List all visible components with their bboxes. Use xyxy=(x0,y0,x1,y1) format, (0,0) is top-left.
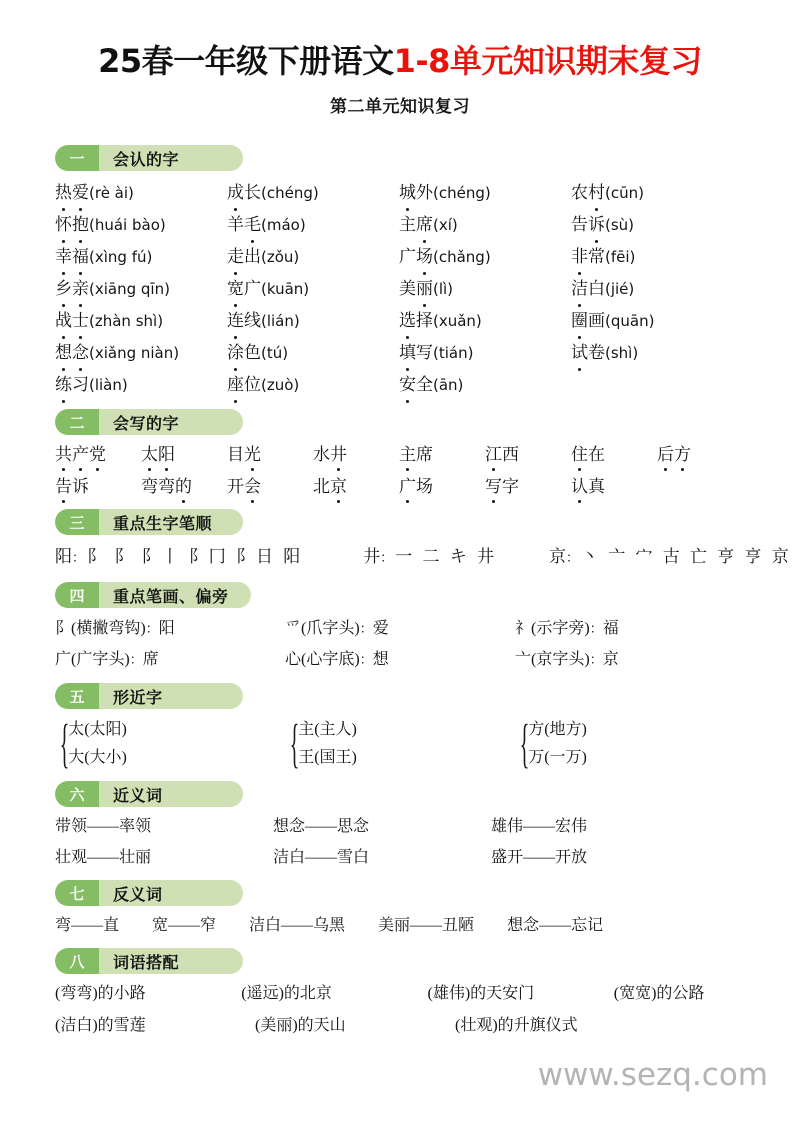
radical-row xyxy=(55,646,800,674)
antonym-row xyxy=(55,913,800,939)
section-1 xyxy=(55,145,800,400)
section-6-header xyxy=(55,781,243,807)
char: 卷 xyxy=(588,343,605,363)
section-7 xyxy=(55,880,800,939)
pinyin: (jié) xyxy=(605,280,635,299)
char: 农 xyxy=(571,183,588,203)
write-word xyxy=(227,442,313,468)
write-word xyxy=(313,474,399,500)
write-word xyxy=(141,442,227,468)
vocab-entry xyxy=(399,210,571,240)
pinyin: (liàn) xyxy=(89,376,128,395)
char: 外 xyxy=(416,183,433,203)
pinyin: (xí) xyxy=(433,216,458,235)
section-1-header xyxy=(55,145,243,171)
synonym-pair: 壮观——壮丽 xyxy=(55,849,152,867)
dotted-char: 毛 xyxy=(244,210,261,240)
char: 白 xyxy=(588,279,605,299)
section-4 xyxy=(55,582,800,674)
dotted-char: 走 xyxy=(227,242,244,272)
char: 开 xyxy=(227,477,244,497)
curly-brace-icon: { xyxy=(519,713,530,774)
pinyin: (cūn) xyxy=(605,184,644,203)
dotted-char: 洁 xyxy=(571,274,588,304)
pinyin: (xuǎn) xyxy=(433,312,482,331)
char: 线 xyxy=(244,311,261,331)
pinyin: (sù) xyxy=(605,216,635,235)
dotted-char: 圈 xyxy=(571,306,588,336)
section-2-title: 会写的字 xyxy=(113,413,180,433)
pinyin: (chéng) xyxy=(261,184,319,203)
dotted-char: 井 xyxy=(330,442,347,468)
section-8 xyxy=(55,948,800,1039)
char: 诉 xyxy=(72,477,89,497)
antonym-pair: 想念——忘记 xyxy=(507,917,604,935)
vocab-entry xyxy=(399,178,571,208)
write-word xyxy=(571,442,657,468)
dotted-char: 广 xyxy=(399,474,416,500)
similar-char-line: 主(主人) xyxy=(298,721,357,739)
stroke-order-char: 阳 xyxy=(55,547,72,567)
section-4-number: 四 xyxy=(55,582,99,608)
vocab-entry xyxy=(227,338,399,368)
vocab-entry xyxy=(55,274,227,304)
char: 弯 xyxy=(158,477,175,497)
section-8-title: 词语搭配 xyxy=(113,952,180,972)
collocation-item: (美丽)的天山 xyxy=(255,1017,346,1035)
dotted-char: 亲 xyxy=(72,274,89,304)
word-row xyxy=(55,474,800,500)
dotted-char: 诉 xyxy=(588,210,605,240)
pinyin: (huái bào) xyxy=(89,216,166,235)
char: 美 xyxy=(399,279,416,299)
dotted-char: 非 xyxy=(571,242,588,272)
char: 字 xyxy=(502,477,519,497)
section-7-content xyxy=(55,913,800,939)
stroke-sequence: 一 二 キ 井 xyxy=(395,547,498,567)
colon: ： xyxy=(566,550,580,566)
colon: ： xyxy=(359,621,373,637)
stroke-sequence: 丶 亠 宀 古 亡 亨 亨 京 xyxy=(581,547,792,567)
vocab-entry xyxy=(227,370,399,400)
section-1-content xyxy=(55,178,800,400)
similar-char-line: 太(太阳) xyxy=(68,721,127,739)
page-subtitle: 第二单元知识复习 xyxy=(330,97,470,118)
section-5 xyxy=(55,683,800,772)
radical-example: 爱 xyxy=(372,620,389,638)
write-word xyxy=(55,474,141,500)
write-word xyxy=(313,442,399,468)
similar-char-row xyxy=(55,713,800,774)
similar-char-pairs xyxy=(298,716,357,772)
stroke-order-item xyxy=(55,542,303,573)
char: 告 xyxy=(571,215,588,235)
vocab-entry xyxy=(571,274,743,304)
dotted-char: 选 xyxy=(399,306,416,336)
page-header xyxy=(0,0,800,117)
vocab-entry xyxy=(55,178,227,208)
similar-char-group xyxy=(285,713,515,774)
section-6 xyxy=(55,781,800,871)
dotted-char: 后 xyxy=(657,442,674,468)
vocab-entry xyxy=(227,178,399,208)
dotted-char: 阳 xyxy=(158,442,175,468)
section-7-title: 反义词 xyxy=(113,884,163,904)
section-8-number: 八 xyxy=(55,948,99,974)
char: 常 xyxy=(588,247,605,267)
collocation-item: (洁白)的雪莲 xyxy=(55,1017,146,1035)
dotted-char: 练 xyxy=(55,370,72,400)
word-row xyxy=(55,242,800,272)
dotted-char: 的 xyxy=(175,474,192,500)
stroke-sequence: 阝 阝 阝丨 阝冂 阝日 阳 xyxy=(87,547,304,567)
stroke-order-item xyxy=(549,542,792,573)
radical-name: (横撇弯钩) xyxy=(71,620,146,638)
vocab-entry xyxy=(399,274,571,304)
word-row xyxy=(55,210,800,240)
dotted-char: 丽 xyxy=(416,274,433,304)
worksheet-body xyxy=(0,145,800,1039)
char: 广 xyxy=(244,279,261,299)
write-word xyxy=(227,474,313,500)
vocab-entry xyxy=(227,210,399,240)
pinyin: (lián) xyxy=(261,312,300,331)
dotted-char: 写 xyxy=(485,474,502,500)
radical-name: (心字底) xyxy=(301,651,360,669)
pinyin: (zuò) xyxy=(261,376,300,395)
similar-char-line: 王(国王) xyxy=(298,749,357,767)
synonym-row xyxy=(55,814,800,840)
char: 写 xyxy=(416,343,433,363)
char: 习 xyxy=(72,375,89,395)
radical-glyph: 广 xyxy=(55,651,72,669)
dotted-char: 乡 xyxy=(55,274,72,304)
similar-char-line: 万(一万) xyxy=(528,749,587,767)
dotted-char: 爱 xyxy=(72,178,89,208)
collocation-item: (弯弯)的小路 xyxy=(55,985,146,1003)
dotted-char: 光 xyxy=(244,442,261,468)
char: 真 xyxy=(588,477,605,497)
radical-example: 席 xyxy=(142,651,159,669)
char: 羊 xyxy=(227,215,244,235)
section-4-content xyxy=(55,615,800,674)
dotted-char: 安 xyxy=(399,370,416,400)
radical-name: (示字旁) xyxy=(531,620,590,638)
pinyin: (zǒu) xyxy=(261,248,300,267)
colon: ： xyxy=(589,621,603,637)
pinyin: (fēi) xyxy=(605,248,636,267)
similar-char-line: 大(大小) xyxy=(68,749,127,767)
section-3-number: 三 xyxy=(55,509,99,535)
vocab-entry xyxy=(55,306,227,336)
dotted-char: 告 xyxy=(55,474,72,500)
vocab-entry xyxy=(227,274,399,304)
dotted-char: 幸 xyxy=(55,242,72,272)
collocation-row xyxy=(55,981,800,1007)
section-2 xyxy=(55,409,800,500)
radical-glyph: 阝 xyxy=(55,620,72,638)
dotted-char: 江 xyxy=(485,442,502,468)
pinyin: (shì) xyxy=(605,344,639,363)
similar-char-line: 方(地方) xyxy=(528,721,587,739)
radical-entry xyxy=(285,646,515,674)
dotted-char: 填 xyxy=(399,338,416,368)
collocation-item: (遥远)的北京 xyxy=(241,985,332,1003)
char: 水 xyxy=(313,445,330,465)
section-2-content xyxy=(55,442,800,500)
char: 主 xyxy=(399,215,416,235)
radical-example: 想 xyxy=(372,651,389,669)
section-6-title: 近义词 xyxy=(113,785,163,805)
radical-entry xyxy=(55,646,285,674)
word-row xyxy=(55,306,800,336)
colon: ： xyxy=(380,550,394,566)
synonym-pair: 洁白——雪白 xyxy=(273,849,370,867)
section-5-header xyxy=(55,683,243,709)
section-3 xyxy=(55,509,800,573)
vocab-entry xyxy=(571,242,743,272)
radical-name: (广字头) xyxy=(71,651,130,669)
antonym-pair: 宽——窄 xyxy=(152,917,217,935)
word-row xyxy=(55,442,800,468)
vocab-entry xyxy=(571,306,743,336)
section-8-content xyxy=(55,981,800,1039)
write-word xyxy=(55,442,141,468)
dotted-char: 场 xyxy=(416,242,433,272)
dotted-char: 福 xyxy=(72,242,89,272)
section-6-number: 六 xyxy=(55,781,99,807)
section-4-title: 重点笔画、偏旁 xyxy=(113,586,229,606)
curly-brace-icon: { xyxy=(289,713,300,774)
pinyin: (chǎng) xyxy=(433,248,491,267)
collocation-row xyxy=(55,1013,800,1039)
radical-entry xyxy=(55,615,285,643)
radical-glyph: 亠 xyxy=(515,651,532,669)
colon: ： xyxy=(589,652,603,668)
dotted-char: 产 xyxy=(72,442,89,468)
char: 弯 xyxy=(141,477,158,497)
synonym-pair: 想念——思念 xyxy=(273,818,370,836)
similar-char-group xyxy=(55,713,285,774)
char: 席 xyxy=(416,445,433,465)
pinyin: (máo) xyxy=(261,216,306,235)
pinyin: (zhàn shì) xyxy=(89,312,164,331)
radical-entry xyxy=(515,646,745,674)
dotted-char: 成 xyxy=(227,178,244,208)
dotted-char: 抱 xyxy=(72,210,89,240)
dotted-char: 热 xyxy=(55,178,72,208)
word-row xyxy=(55,274,800,304)
antonym-pair: 洁白——乌黑 xyxy=(249,917,346,935)
section-1-title: 会认的字 xyxy=(113,149,180,169)
collocation-item: (雄伟)的天安门 xyxy=(427,985,535,1003)
radical-row xyxy=(55,615,800,643)
vocab-entry xyxy=(399,370,571,400)
char: 全 xyxy=(416,375,433,395)
char: 西 xyxy=(502,445,519,465)
section-5-content xyxy=(55,713,800,774)
page-title xyxy=(0,44,800,79)
dotted-char: 宽 xyxy=(227,274,244,304)
similar-char-pairs xyxy=(528,716,587,772)
write-word xyxy=(657,442,743,468)
section-6-content xyxy=(55,814,800,871)
synonym-pair: 雄伟——宏伟 xyxy=(491,818,588,836)
section-1-number: 一 xyxy=(55,145,99,171)
vocab-entry xyxy=(55,338,227,368)
dotted-char: 座 xyxy=(227,370,244,400)
pinyin: (ān) xyxy=(433,376,464,395)
vocab-entry xyxy=(399,306,571,336)
radical-name: (爪字头) xyxy=(301,620,360,638)
synonym-pair: 带领——率领 xyxy=(55,818,152,836)
pinyin: (xìng fú) xyxy=(89,248,153,267)
collocation-item: (壮观)的升旗仪式 xyxy=(455,1017,578,1035)
dotted-char: 城 xyxy=(399,178,416,208)
write-word xyxy=(141,474,227,500)
char: 场 xyxy=(416,477,433,497)
stroke-order-item xyxy=(363,542,497,573)
radical-glyph: 礻 xyxy=(515,620,532,638)
vocab-entry xyxy=(55,242,227,272)
vocab-entry xyxy=(227,242,399,272)
dotted-char: 党 xyxy=(89,442,106,468)
antonym-pair: 弯——直 xyxy=(55,917,120,935)
site-watermark: www.sezq.com xyxy=(537,1057,768,1093)
word-row xyxy=(55,178,800,208)
dotted-char: 想 xyxy=(55,338,72,368)
radical-glyph: 爫 xyxy=(285,620,302,638)
char: 位 xyxy=(244,375,261,395)
write-word xyxy=(571,474,657,500)
vocab-entry xyxy=(227,306,399,336)
char: 色 xyxy=(244,343,261,363)
pinyin: (rè ài) xyxy=(89,184,134,203)
write-word xyxy=(399,442,485,468)
synonym-row xyxy=(55,845,800,871)
word-row xyxy=(55,338,800,368)
vocab-entry xyxy=(399,338,571,368)
pinyin: (kuān) xyxy=(261,280,310,299)
colon: ： xyxy=(72,550,86,566)
dotted-char: 住 xyxy=(571,442,588,468)
radical-entry xyxy=(515,615,745,643)
write-word xyxy=(399,474,485,500)
colon: ： xyxy=(145,621,159,637)
vocab-entry xyxy=(571,210,743,240)
stroke-order-char: 京 xyxy=(549,547,567,567)
section-7-number: 七 xyxy=(55,880,99,906)
dotted-char: 涂 xyxy=(227,338,244,368)
pinyin: (chéng) xyxy=(433,184,491,203)
section-3-header xyxy=(55,509,243,535)
dotted-char: 认 xyxy=(571,474,588,500)
dotted-char: 主 xyxy=(399,442,416,468)
radical-example: 福 xyxy=(602,620,619,638)
dotted-char: 京 xyxy=(330,474,347,500)
section-3-content xyxy=(55,542,800,573)
char: 画 xyxy=(588,311,605,331)
char: 目 xyxy=(227,445,244,465)
radical-name: (京字头) xyxy=(531,651,590,669)
section-2-header xyxy=(55,409,243,435)
colon: ： xyxy=(359,652,373,668)
vocab-entry xyxy=(571,178,743,208)
synonym-pair: 盛开——开放 xyxy=(491,849,588,867)
write-word xyxy=(485,474,571,500)
radical-entry xyxy=(285,615,515,643)
dotted-char: 方 xyxy=(674,442,691,468)
dotted-char: 怀 xyxy=(55,210,72,240)
dotted-char: 太 xyxy=(141,442,158,468)
dotted-char: 席 xyxy=(416,210,433,240)
section-5-title: 形近字 xyxy=(113,687,163,707)
pinyin: (quān) xyxy=(605,312,655,331)
similar-char-group xyxy=(515,713,745,774)
char: 广 xyxy=(399,247,416,267)
pinyin: (lì) xyxy=(433,280,454,299)
dotted-char: 念 xyxy=(72,338,89,368)
section-2-number: 二 xyxy=(55,409,99,435)
collocation-item: (宽宽)的公路 xyxy=(613,985,705,1003)
vocab-entry xyxy=(55,210,227,240)
antonym-pair: 美丽——丑陋 xyxy=(378,917,475,935)
dotted-char: 会 xyxy=(244,474,261,500)
dotted-char: 战 xyxy=(55,306,72,336)
pinyin: (xiāng qīn) xyxy=(89,280,170,299)
pinyin: (xiǎng niàn) xyxy=(89,344,180,363)
vocab-entry xyxy=(571,338,743,368)
stroke-order-char: 井 xyxy=(363,547,381,567)
vocab-entry xyxy=(399,242,571,272)
page-title-black-part: 25春一年级下册语文 xyxy=(98,42,394,80)
radical-example: 京 xyxy=(602,651,619,669)
pinyin: (tián) xyxy=(433,344,474,363)
pinyin: (tú) xyxy=(261,344,289,363)
char: 在 xyxy=(588,445,605,465)
radical-example: 阳 xyxy=(158,620,175,638)
char: 出 xyxy=(244,247,261,267)
similar-char-pairs xyxy=(68,716,127,772)
page-title-red-part: 1-8单元知识期末复习 xyxy=(393,42,702,80)
vocab-entry xyxy=(55,370,227,400)
section-5-number: 五 xyxy=(55,683,99,709)
curly-brace-icon: { xyxy=(59,713,70,774)
colon: ： xyxy=(129,652,143,668)
char: 长 xyxy=(244,183,261,203)
section-3-title: 重点生字笔顺 xyxy=(113,513,213,533)
dotted-char: 试 xyxy=(571,338,588,368)
section-7-header xyxy=(55,880,243,906)
char: 北 xyxy=(313,477,330,497)
stroke-order-row xyxy=(55,542,800,573)
dotted-char: 士 xyxy=(72,306,89,336)
section-8-header xyxy=(55,948,243,974)
char: 择 xyxy=(416,311,433,331)
write-word xyxy=(485,442,571,468)
word-row xyxy=(55,370,800,400)
dotted-char: 连 xyxy=(227,306,244,336)
section-4-header xyxy=(55,582,251,608)
dotted-char: 共 xyxy=(55,442,72,468)
dotted-char: 村 xyxy=(588,178,605,208)
radical-glyph: 心 xyxy=(285,651,302,669)
